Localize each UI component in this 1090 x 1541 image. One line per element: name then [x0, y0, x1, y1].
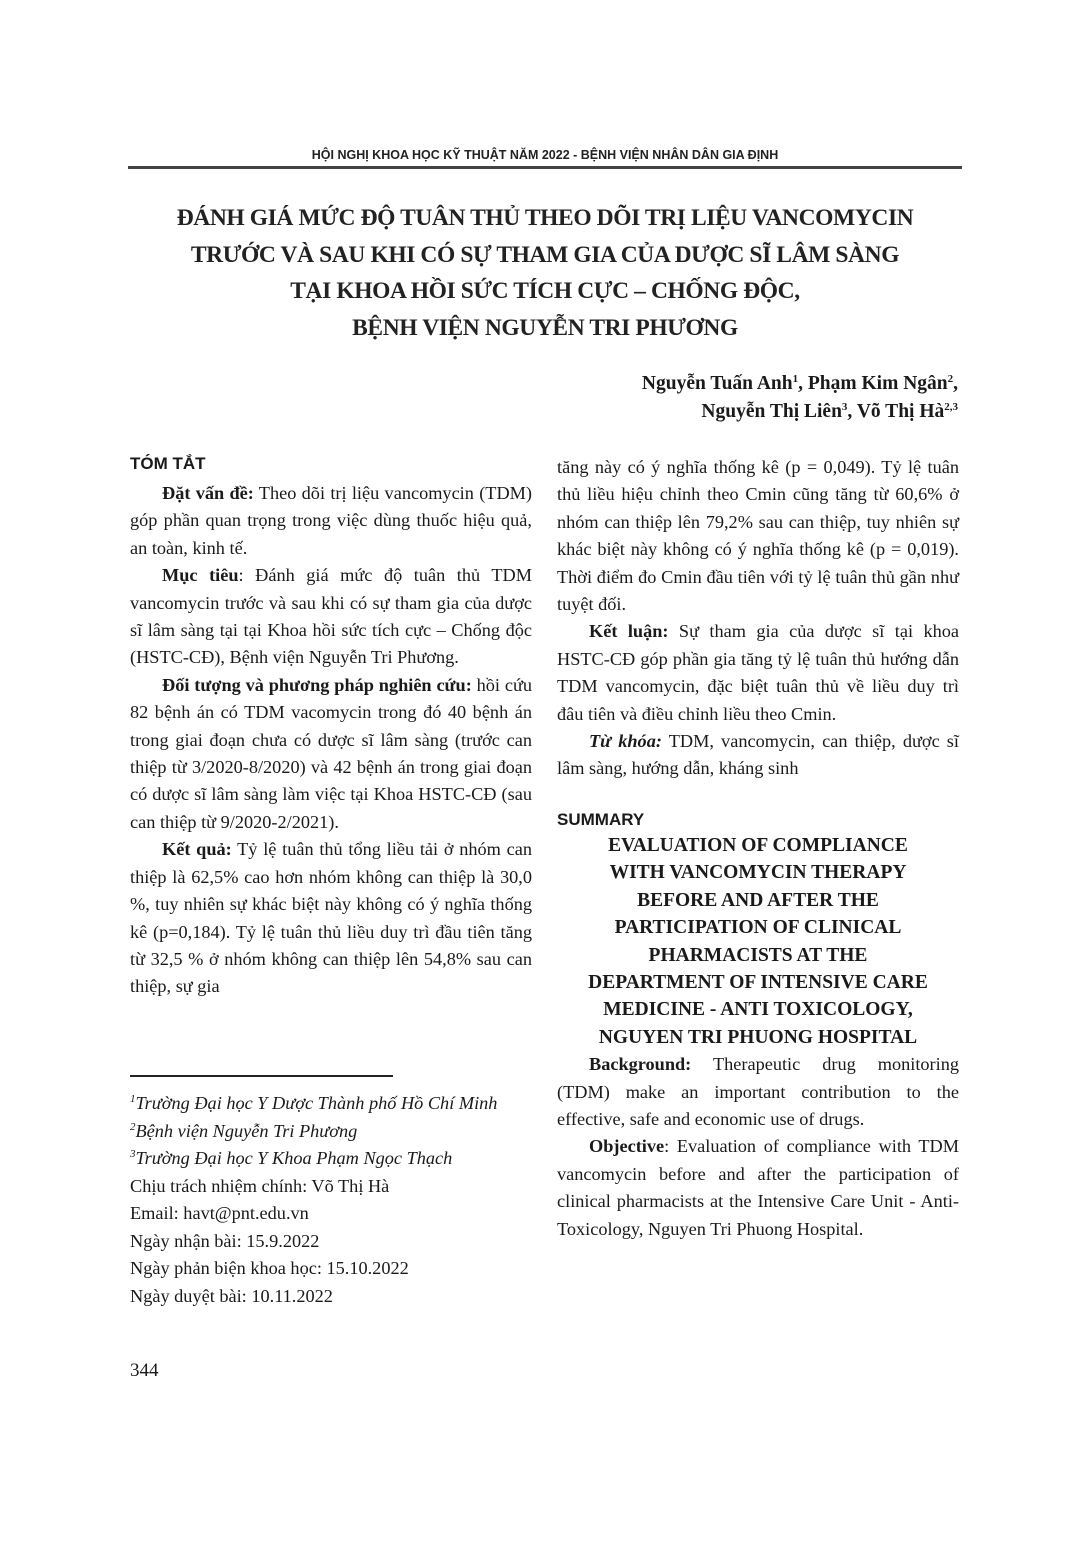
abstract-results-continued: tăng này có ý nghĩa thống kê (p = 0,049). Tỷ lệ tuân thủ liều hiệu chỉnh theo Cmin cũng tăng từ 60,6% ở nhóm can thiệp lên 79,2% sau can thiệp, tuy nhiên sự khác biệt này không có ý nghĩa thống kê (p = 0,019). Thời điểm đo Cmin đầu tiên với tỷ lệ tuân thủ gần như tuyệt đối.: [557, 457, 959, 615]
text: TDM, vancomycin, can thiệp, dược sĩ lâm sàng, hướng dẫn, kháng sinh: [557, 731, 960, 779]
footnotes: [130, 1090, 535, 1310]
sup: 1: [130, 1093, 136, 1105]
label: Đặt vấn đề:: [162, 483, 254, 503]
abstract-conclusion: [557, 618, 959, 728]
text: : Evaluation of compliance with TDM vancomycin before and after the participation of clinical pharmacists at the Intensive Care Unit - Anti-Toxicology, Nguyen Tri Phuong Hospital.: [557, 1136, 959, 1239]
text: Therapeutic drug monitoring (TDM) make an important contribution to the effective, safe and economic use of drugs.: [557, 1054, 959, 1129]
email: Email: havt@pnt.edu.vn: [130, 1203, 309, 1223]
title-line: BỆNH VIỆN NGUYỄN TRI PHƯƠNG: [352, 314, 738, 341]
sup: 3: [130, 1148, 136, 1160]
affiliation: [130, 1118, 535, 1146]
label: Kết luận:: [589, 621, 669, 642]
sep: ,: [847, 401, 857, 422]
title-line: WITH VANCOMYCIN THERAPY: [609, 862, 907, 884]
section-heading-abstract: TÓM TẮT: [130, 454, 206, 473]
text: : Đánh giá mức độ tuân thủ TDM vancomycin trước và sau khi có sự tham gia của dược sĩ lâm sàng tại tại Khoa hồi sức tích cực – Chống độc (HSTC-CĐ), Bệnh viện Nguyễn Tri Phương.: [130, 565, 532, 668]
english-title: [557, 832, 959, 1051]
accepted-date: Ngày duyệt bài: 10.11.2022: [130, 1285, 333, 1306]
title-line: TẠI KHOA HỒI SỨC TÍCH CỰC – CHỐNG ĐỘC,: [290, 278, 800, 304]
section-heading-summary: SUMMARY: [557, 809, 645, 829]
title-line: TRƯỚC VÀ SAU KHI CÓ SỰ THAM GIA CỦA DƯỢC SĨ LÂM SÀNG: [190, 241, 900, 268]
author-affiliation: 1: [792, 373, 799, 385]
text: Tỷ lệ tuân thủ tổng liều tải ở nhóm can thiệp là 62,5% cao hơn nhóm không can thiệp là 30,0 %, tuy nhiên sự khác biệt này không có ý nghĩa thống kê (p=0,184). Tỷ lệ tuân thủ liều duy trì đầu tiên tăng từ 32,5 % ở nhóm không can thiệp lên 54,8% sau can thiệp, sự gia: [130, 839, 532, 997]
sep: ,: [953, 373, 958, 394]
author-affiliation: 3: [841, 401, 848, 413]
affiliation: [130, 1090, 535, 1118]
text: Bệnh viện Nguyễn Tri Phương: [135, 1120, 358, 1141]
label: Đối tượng và phương pháp nghiên cứu:: [162, 674, 472, 695]
footnote-rule: [130, 1075, 393, 1077]
page-number: 344: [130, 1360, 159, 1381]
title-line: EVALUATION OF COMPLIANCE: [608, 834, 908, 856]
author-affiliation: 2,3: [944, 401, 958, 413]
running-header: HỘI NGHỊ KHOA HỌC KỸ THUẬT NĂM 2022 - BỆNH VIỆN NHÂN DÂN GIA ĐỊNH: [311, 148, 779, 162]
title-line: MEDICINE - ANTI TOXICOLOGY,: [603, 999, 913, 1021]
abstract-keywords: [557, 728, 959, 783]
author-name: Nguyễn Thị Liên: [701, 401, 842, 422]
title-line: PHARMACISTS AT THE: [648, 944, 868, 966]
author-name: Nguyễn Tuấn Anh: [641, 373, 793, 394]
sep: ,: [798, 373, 808, 394]
label: Mục tiêu: [162, 565, 239, 586]
authors: [642, 370, 958, 426]
title-line: BEFORE AND AFTER THE: [637, 889, 879, 911]
summary-objective: [557, 1133, 959, 1243]
text: Trường Đại học Y Dược Thành phố Hồ Chí Minh: [135, 1093, 498, 1113]
header-rule: [128, 166, 962, 169]
left-column: [130, 452, 532, 1001]
affiliation: [130, 1145, 535, 1173]
summary-background: [557, 1051, 959, 1133]
text: Trường Đại học Y Khoa Phạm Ngọc Thạch: [135, 1148, 453, 1168]
title-line: ĐÁNH GIÁ MỨC ĐỘ TUÂN THỦ THEO DÕI TRỊ LIỆU VANCOMYCIN: [176, 205, 914, 231]
abstract-objective: [130, 562, 532, 672]
text: Theo dõi trị liệu vancomycin (TDM) góp phần quan trọng trong việc dùng thuốc hiệu quả, an toàn, kinh tế.: [130, 483, 532, 558]
text: hồi cứu 82 bệnh án có TDM vacomycin trong đó 40 bệnh án trong giai đoạn chưa có dược sĩ lâm sàng (trước can thiệp từ 3/2020-8/2020) và 42 bệnh án trong giai đoạn có dược sĩ lâm sàng làm việc tại Khoa HSTC-CĐ (sau can thiệp từ 9/2020-2/2021).: [130, 674, 532, 832]
author-name: Phạm Kim Ngân: [807, 373, 948, 394]
received-date: Ngày nhận bài: 15.9.2022: [130, 1230, 320, 1251]
review-date: Ngày phản biện khoa học: 15.10.2022: [130, 1258, 409, 1278]
label: Kết quả:: [162, 839, 232, 860]
sup: 2: [130, 1120, 136, 1133]
title-line: DEPARTMENT OF INTENSIVE CARE: [588, 971, 928, 993]
author-name: Võ Thị Hà: [856, 401, 945, 422]
title-line: PARTICIPATION OF CLINICAL: [614, 917, 902, 939]
title-line: NGUYEN TRI PHUONG HOSPITAL: [598, 1026, 918, 1048]
text: Sự tham gia của dược sĩ tại khoa HSTC-CĐ góp phần gia tăng tỷ lệ tuân thủ hướng dẫn TDM vancomycin, đặc biệt tuân thủ về liều duy trì đâu tiên và điều chỉnh liều theo Cmin.: [557, 621, 959, 724]
abstract-background: [130, 480, 532, 562]
corresponding-author: Chịu trách nhiệm chính: Võ Thị Hà: [130, 1175, 390, 1196]
author-affiliation: 2: [947, 373, 954, 385]
label: Từ khóa:: [589, 731, 662, 752]
label: Objective: [589, 1136, 665, 1157]
right-column: [557, 454, 959, 1243]
abstract-methods: [130, 672, 532, 836]
label: Background:: [589, 1054, 692, 1075]
article-title: [120, 200, 970, 346]
abstract-results: [130, 836, 532, 1000]
